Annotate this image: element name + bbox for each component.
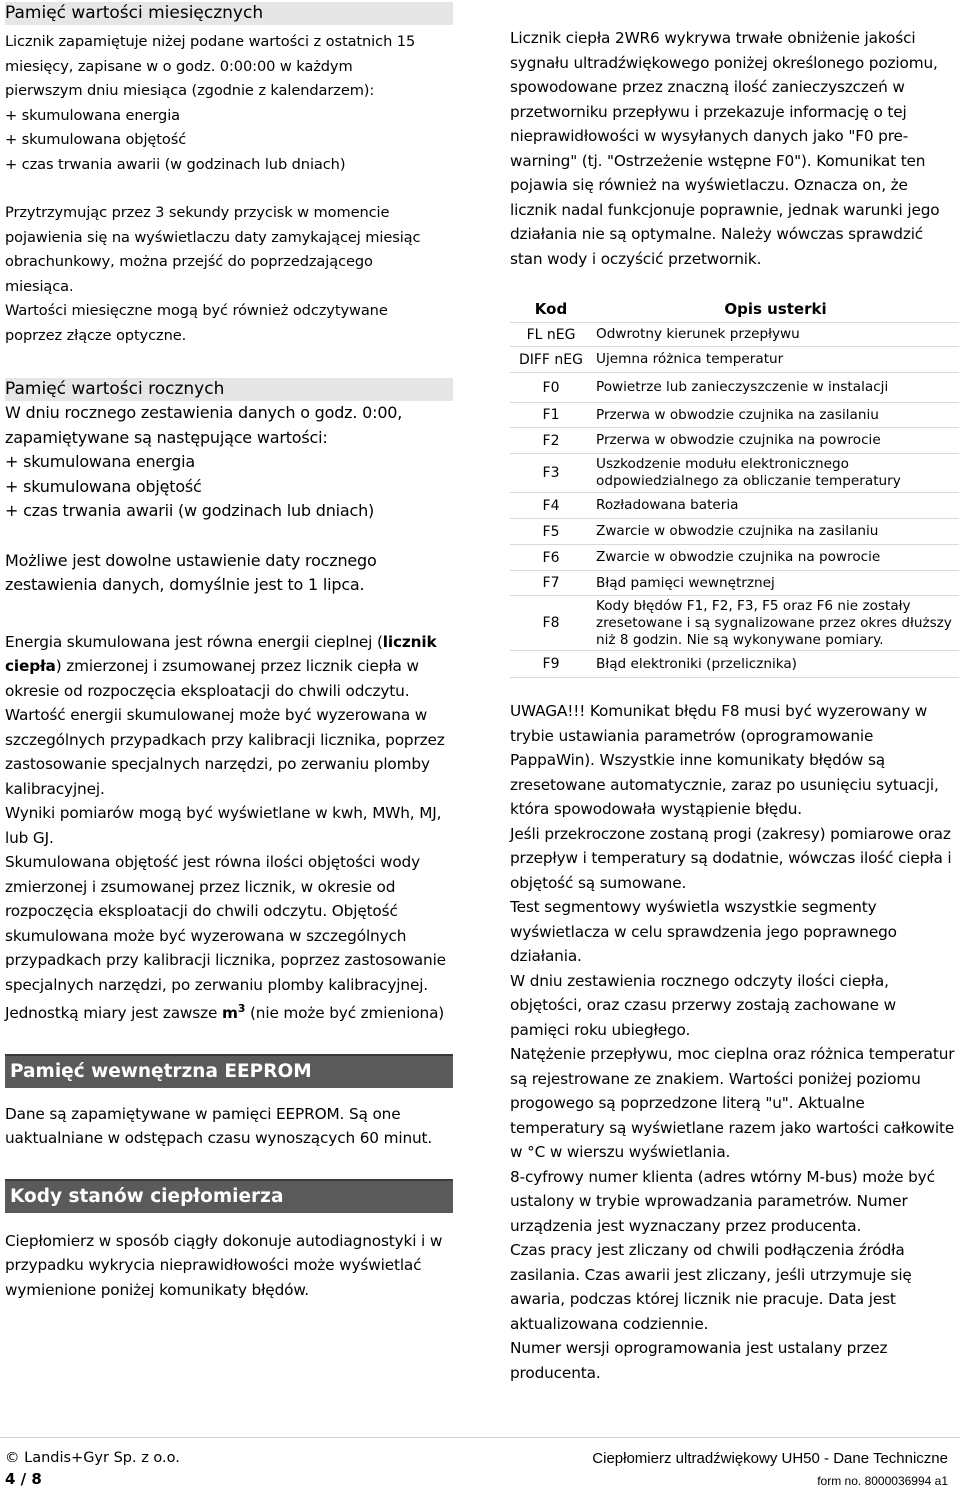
right-notes xyxy=(510,699,960,1385)
text-span: ) zmierzonej i zsumowanej przez licznik ciepła w xyxy=(55,657,419,675)
yearly-memory-heading: Pamięć wartości rocznych xyxy=(5,378,453,401)
text-line: Wartość energii skumulowanej może być wyzerowana w xyxy=(5,706,428,724)
text-line: UWAGA!!! Komunikat błędu F8 musi być wyzerowany w xyxy=(510,702,928,720)
text-line: Test segmentowy wyświetla wszystkie segmenty xyxy=(510,898,877,916)
table-row xyxy=(510,373,959,403)
text-line: Dane są zapamiętywane w pamięci EEPROM. Są one xyxy=(5,1104,401,1123)
code-cell: F4 xyxy=(510,493,592,519)
code-cell: F3 xyxy=(510,454,592,493)
desc-cell: Przerwa w obwodzie czujnika na zasilaniu xyxy=(592,403,959,428)
table-row xyxy=(510,403,959,428)
text-line: przypadkach przy kalibracji licznika, poprzez zastosowanie xyxy=(5,951,446,969)
code-cell: F1 xyxy=(510,403,592,428)
desc-cell: Uszkodzenie modułu elektronicznego odpowiedzialnego za obliczanie temperatury xyxy=(592,454,959,493)
text-line xyxy=(5,997,453,1026)
text-line: objętość są sumowane. xyxy=(510,873,687,892)
text-line: miesiąca. xyxy=(5,277,74,295)
text-line: działania. xyxy=(510,947,582,965)
table-row xyxy=(510,493,959,519)
text-line: + skumulowana energia xyxy=(5,452,195,471)
text-line: + czas trwania awarii (w godzinach lub dniach) xyxy=(5,155,346,173)
eeprom-text xyxy=(5,1102,453,1151)
text-line: trybie ustawiania parametrów (oprogramowanie xyxy=(510,726,874,745)
text-line: progowego są poprzedzone literą "u". Aktualne xyxy=(510,1094,865,1112)
table-row xyxy=(510,323,959,347)
text-line: zasilania. Czas awarii jest zliczany, jeśli utrzymuje się xyxy=(510,1265,912,1284)
monthly-memory-heading: Pamięć wartości miesięcznych xyxy=(5,2,453,25)
footer-form-number: form no. 8000036994 a1 xyxy=(817,1474,948,1488)
text-span: Jednostką miary jest zawsze xyxy=(5,1004,222,1023)
text-line: która spowodowała wystąpienie błędu. xyxy=(510,800,803,818)
footer-doc-title: Ciepłomierz ultradźwiękowy UH50 - Dane Techniczne xyxy=(592,1450,948,1467)
col-header-desc: Opis usterki xyxy=(592,296,959,323)
text-line: pojawia się również na wyświetlaczu. Oznacza on, że xyxy=(510,176,908,194)
energy-text xyxy=(5,630,453,1026)
text-line: Licznik zapamiętuje niżej podane wartości z ostatnich 15 xyxy=(5,33,416,50)
footer-copyright: © Landis+Gyr Sp. z o.o. xyxy=(5,1450,180,1466)
text-line: pierwszym dniu miesiąca (zgodnie z kalendarzem): xyxy=(5,82,375,99)
text-line: + skumulowana objętość xyxy=(5,131,187,148)
text-line: spowodowane przez znaczną ilość zanieczyszczeń w xyxy=(510,78,905,96)
text-line: przepływ i temperatury są dodatnie, wówczas ilość ciepła i xyxy=(510,849,952,867)
text-line xyxy=(5,630,453,655)
text-line: Natężenie przepływu, moc cieplna oraz różnica temperatur xyxy=(510,1045,955,1063)
bold-text: ciepła xyxy=(5,657,56,675)
text-line: specjalnych narzędzi, po zerwaniu plomby kalibracyjnej. xyxy=(5,975,429,994)
table-row xyxy=(510,347,959,373)
code-cell: F0 xyxy=(510,373,592,403)
footer-divider xyxy=(0,1437,960,1438)
text-line: pamięci roku ubiegłego. xyxy=(510,1020,691,1039)
yearly-memory-text-2 xyxy=(5,549,453,598)
monthly-memory-text xyxy=(5,30,453,177)
table-row xyxy=(510,454,959,493)
text-line: zmierzonej i zsumowanej przez licznik, w okresie od xyxy=(5,877,396,896)
code-cell: F9 xyxy=(510,651,592,678)
col-header-code: Kod xyxy=(510,296,592,323)
text-line: zapamiętywane są następujące wartości: xyxy=(5,427,328,447)
text-line: w °C w wierszu wyświetlania. xyxy=(510,1143,731,1161)
text-line: przetworniku przepływu i przekazuje informację o tej xyxy=(510,102,907,121)
unit-symbol: m xyxy=(221,1004,238,1023)
monthly-memory-text-2 xyxy=(5,201,453,348)
text-line: lub GJ. xyxy=(5,828,54,847)
text-line: ustalony w trybie wprowadzania parametrów. Numer xyxy=(510,1192,908,1210)
text-line: Jeśli przekroczone zostaną progi (zakresy) pomiarowe oraz xyxy=(510,824,951,843)
code-cell: F8 xyxy=(510,596,592,651)
error-codes-table xyxy=(510,296,959,678)
text-line: uaktualniane w odstępach czasu wynoszących 60 minut. xyxy=(5,1129,433,1148)
desc-cell: Ujemna różnica temperatur xyxy=(592,347,959,373)
text-line: 8-cyfrowy numer klienta (adres wtórny M-bus) może być xyxy=(510,1167,935,1186)
text-line: przypadku wykrycia nieprawidłowości może wyświetlać xyxy=(5,1256,422,1275)
text-line: nieprawidłowości w wysyłanych danych jako "F0 pre- xyxy=(510,127,909,145)
code-cell: F5 xyxy=(510,519,592,545)
text-line: Przytrzymując przez 3 sekundy przycisk w momencie xyxy=(5,204,390,221)
text-line: warning" (tj. "Ostrzeżenie wstępne F0"). Komunikat ten xyxy=(510,151,926,170)
eeprom-heading: Pamięć wewnętrzna EEPROM xyxy=(5,1054,453,1088)
text-line: obrachunkowy, można przejść do poprzedzającego xyxy=(5,253,373,270)
text-line: Ciepłomierz w sposób ciągły dokonuje autodiagnostyki i w xyxy=(5,1231,443,1250)
bold-text: licznik xyxy=(382,632,437,651)
unit-superscript: 3 xyxy=(237,1002,246,1015)
text-line: aktualizowana codziennie. xyxy=(510,1314,709,1333)
text-line: skumulowana może być wyzerowana w szczególnych xyxy=(5,926,407,945)
text-line: wymienione poniżej komunikaty błędów. xyxy=(5,1280,310,1299)
text-line: zastosowanie specjalnych narzędzi, po zerwaniu plomby xyxy=(5,755,430,773)
text-line: wyświetlacza w celu sprawdzenia jego poprawnego xyxy=(510,922,897,941)
code-cell: F2 xyxy=(510,428,592,454)
text-line: PappaWin). Wszystkie inne komunikaty błędów są xyxy=(510,751,886,769)
text-line: W dniu zestawienia rocznego odczyty ilości ciepła, xyxy=(510,971,889,990)
text-line: Czas pracy jest zliczany od chwili podłączenia źródła xyxy=(510,1241,905,1259)
text-span: (nie może być zmieniona) xyxy=(245,1004,445,1023)
text-span: Energia skumulowana jest równa energii cieplnej ( xyxy=(5,632,383,651)
text-line: są rejestrowane ze znakiem. Wartości poniżej poziomu xyxy=(510,1069,921,1088)
text-line: okresie od rozpoczęcia eksploatacji do chwili odczytu. xyxy=(5,681,410,700)
text-line: + skumulowana objętość xyxy=(5,476,202,496)
table-row xyxy=(510,571,959,596)
text-line: Numer wersji oprogramowania jest ustalany przez xyxy=(510,1339,888,1357)
yearly-memory-text xyxy=(5,401,453,524)
desc-cell: Odwrotny kierunek przepływu xyxy=(592,323,959,347)
desc-cell: Zwarcie w obwodzie czujnika na powrocie xyxy=(592,545,959,571)
text-line: W dniu rocznego zestawienia danych o godz. 0:00, xyxy=(5,403,403,422)
text-line: temperatury są wyświetlane razem jako wartości całkowite xyxy=(510,1118,955,1137)
table-row xyxy=(510,428,959,454)
text-line: Wyniki pomiarów mogą być wyświetlane w kwh, MWh, MJ, xyxy=(5,804,442,822)
desc-cell: Kody błędów F1, F2, F3, F5 oraz F6 nie zostały zresetowane i są sygnalizowane przez okres dłuższy niż 8 godzin. Nie są wykonywane pomiary. xyxy=(592,596,959,651)
text-line: urządzenia jest wyznaczany przez producenta. xyxy=(510,1216,862,1235)
text-line: zresetowane automatycznie, zaraz po usunięciu sytuacji, xyxy=(510,775,939,794)
desc-cell: Zwarcie w obwodzie czujnika na zasilaniu xyxy=(592,519,959,545)
text-line: poprzez złącze optyczne. xyxy=(5,326,187,344)
text-line: awaria, podczas której licznik nie pracuje. Data jest xyxy=(510,1290,896,1308)
desc-cell: Błąd pamięci wewnętrznej xyxy=(592,571,959,596)
code-cell: DIFF nEG xyxy=(510,347,592,373)
text-line: stan wody i oczyścić przetwornik. xyxy=(510,249,762,268)
status-codes-heading: Kody stanów ciepłomierza xyxy=(5,1179,453,1213)
desc-cell: Powietrze lub zanieczyszczenie w instalacji xyxy=(592,373,959,403)
text-line: sygnału ultradźwiękowego poniżej określonego poziomu, xyxy=(510,53,938,72)
text-line: producenta. xyxy=(510,1363,601,1382)
text-line: miesięcy, zapisane w o godz. 0:00:00 w każdym xyxy=(5,57,353,75)
footer-page-number: 4 / 8 xyxy=(5,1470,42,1488)
text-line: licznik nadal funkcjonuje poprawnie, jednak warunki jego xyxy=(510,200,940,219)
text-line: Wartości miesięczne mogą być również odczytywane xyxy=(5,302,388,319)
left-column xyxy=(5,0,453,1302)
text-line: + czas trwania awarii (w godzinach lub dniach) xyxy=(5,501,375,520)
text-line: szczególnych przypadkach przy kalibracji licznika, poprzez xyxy=(5,730,445,749)
text-line: kalibracyjnej. xyxy=(5,779,105,798)
text-line: pojawienia się na wyświetlaczu daty zamykającej miesiąc xyxy=(5,228,421,246)
code-cell: F6 xyxy=(510,545,592,571)
text-line: Skumulowana objętość jest równa ilości objętości wody xyxy=(5,853,421,871)
text-line: działania nie są optymalne. Należy wówczas sprawdzić xyxy=(510,225,924,243)
table-row xyxy=(510,596,959,651)
desc-cell: Rozładowana bateria xyxy=(592,493,959,519)
text-line: rozpoczęcia eksploatacji do chwili odczytu. Objętość xyxy=(5,902,398,920)
text-line: objętości, oraz czasu przerwy zostają zachowane w xyxy=(510,996,896,1014)
code-cell: FL nEG xyxy=(510,323,592,347)
desc-cell: Przerwa w obwodzie czujnika na powrocie xyxy=(592,428,959,454)
table-header-row xyxy=(510,296,959,323)
code-cell: F7 xyxy=(510,571,592,596)
right-intro xyxy=(510,26,960,271)
text-line: Licznik ciepła 2WR6 wykrywa trwałe obniżenie jakości xyxy=(510,29,916,47)
table-row xyxy=(510,545,959,571)
text-line: + skumulowana energia xyxy=(5,106,180,124)
text-line: Możliwe jest dowolne ustawienie daty rocznego xyxy=(5,550,377,570)
text-line xyxy=(5,654,453,679)
table-row xyxy=(510,519,959,545)
table-row xyxy=(510,651,959,678)
status-codes-text xyxy=(5,1229,453,1303)
text-line: zestawienia danych, domyślnie jest to 1 lipca. xyxy=(5,575,365,594)
desc-cell: Błąd elektroniki (przelicznika) xyxy=(592,651,959,678)
